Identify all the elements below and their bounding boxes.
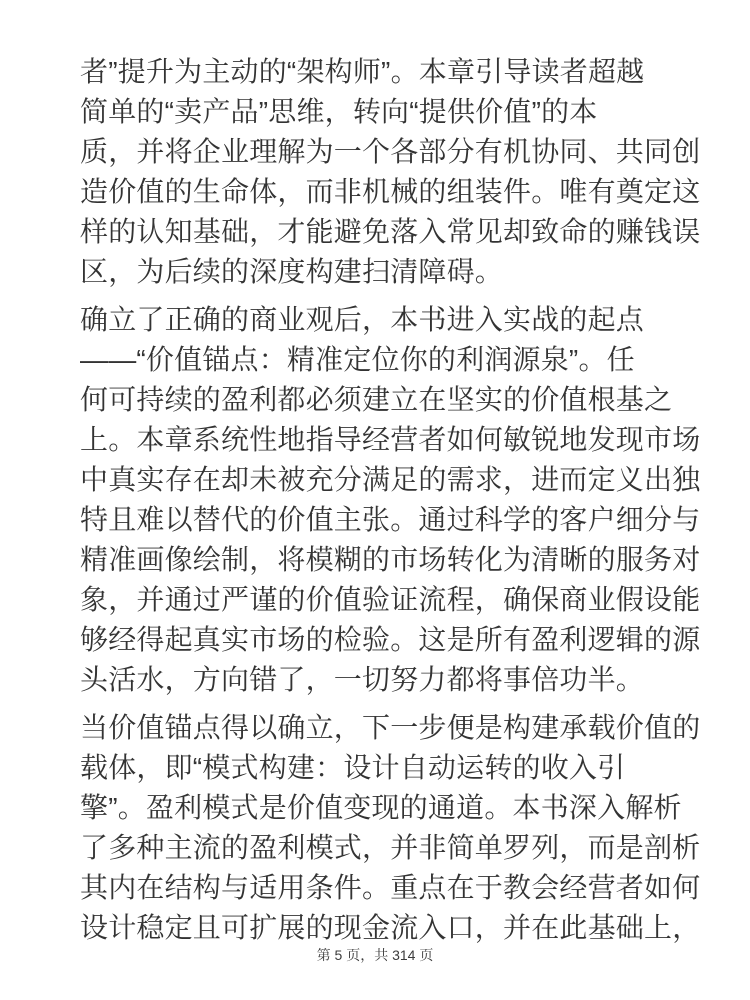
text-line: 设计稳定且可扩展的现金流入口，并在此基础上， (80, 912, 701, 943)
text-line: 者”提升为主动的“架构师”。本章引导读者超越 (80, 56, 645, 87)
text-line: 样的认知基础，才能避免落入常见却致命的赚钱误 (80, 216, 701, 247)
text-line: 中真实存在却未被充分满足的需求，进而定义出独 (80, 464, 701, 495)
text-line: 精准画像绘制，将模糊的市场转化为清晰的服务对 (80, 544, 701, 575)
page-number-label: 第 5 页，共 314 页 (316, 947, 434, 963)
text-line: 简单的“卖产品”思维，转向“提供价值”的本 (80, 96, 598, 127)
text-line: 够经得起真实市场的检验。这是所有盈利逻辑的源 (80, 624, 701, 655)
page-footer (0, 944, 750, 966)
text-line: 质，并将企业理解为一个各部分有机协同、共同创 (80, 136, 701, 167)
text-line: 了多种主流的盈利模式，并非简单罗列，而是剖析 (80, 832, 701, 863)
text-line: 区，为后续的深度构建扫清障碍。 (80, 256, 504, 287)
text-line: 其内在结构与适用条件。重点在于教会经营者如何 (80, 872, 701, 903)
text-line: 上。本章系统性地指导经营者如何敏锐地发现市场 (80, 424, 701, 455)
text-line: 擎”。盈利模式是价值变现的通道。本书深入解析 (80, 792, 682, 823)
document-body (80, 52, 701, 956)
text-line: 确立了正确的商业观后，本书进入实战的起点 (80, 304, 645, 335)
text-line: 何可持续的盈利都必须建立在坚实的价值根基之 (80, 384, 673, 415)
text-line: ——“价值锚点：精准定位你的利润源泉”。任 (80, 344, 635, 375)
text-line: 当价值锚点得以确立，下一步便是构建承载价值的 (80, 712, 701, 743)
paragraph (80, 300, 701, 700)
text-line: 头活水，方向错了，一切努力都将事倍功半。 (80, 664, 645, 695)
text-line: 特且难以替代的价值主张。通过科学的客户细分与 (80, 504, 701, 535)
text-line: 造价值的生命体，而非机械的组装件。唯有奠定这 (80, 176, 701, 207)
paragraph (80, 708, 701, 948)
text-line: 载体，即“模式构建：设计自动运转的收入引 (80, 752, 626, 783)
text-line: 象，并通过严谨的价值验证流程，确保商业假设能 (80, 584, 701, 615)
paragraph (80, 52, 701, 292)
